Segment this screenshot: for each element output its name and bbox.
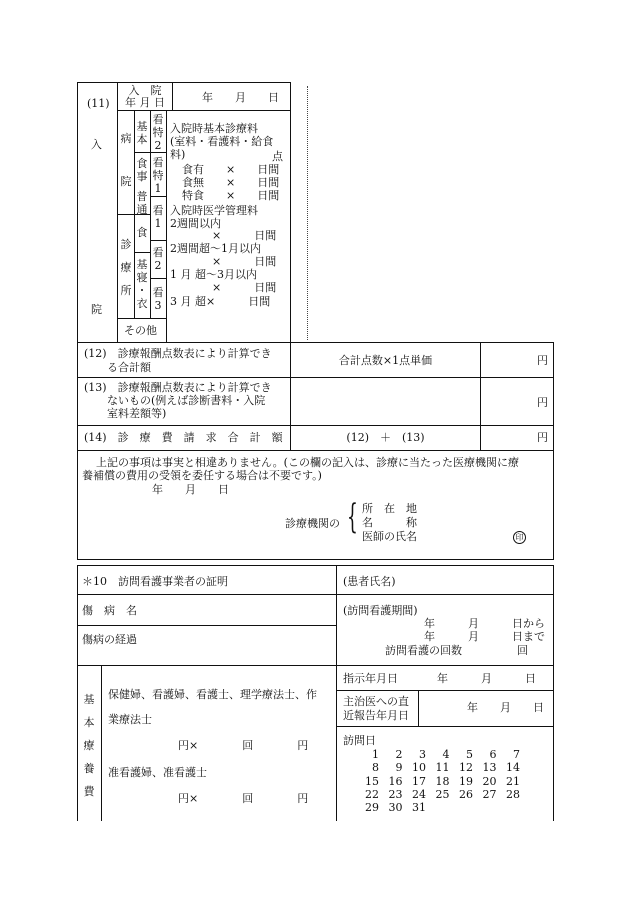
kishin-label: 基 寝 ・ 衣 bbox=[136, 258, 148, 310]
nurse-section-title: ＊10 訪問看護事業者の証明 bbox=[82, 575, 228, 588]
instruction-date-label: 指示年月日 bbox=[343, 672, 398, 685]
report-date-label: 主治医への直 bbox=[343, 695, 409, 708]
kihon-label: 基 本 bbox=[136, 120, 148, 146]
staff-type-1: 保健婦、看護婦、看護士、理学療法士、作 bbox=[108, 688, 317, 701]
report-date-label-2: 近報告年月日 bbox=[343, 709, 409, 722]
kan1-label: 看 1 bbox=[152, 204, 164, 230]
fee-line-points: 点 bbox=[272, 150, 283, 163]
row-12-yen: 円 bbox=[537, 354, 548, 367]
row-13-label-3: 室料差額等) bbox=[107, 407, 167, 420]
row-11-number: (11) bbox=[87, 97, 110, 110]
calendar-day: 7 bbox=[513, 748, 520, 761]
calendar-day: 17 bbox=[412, 774, 426, 788]
calendar-day: 13 bbox=[482, 761, 497, 775]
seal-icon: 印 bbox=[513, 531, 526, 544]
calendar-day: 3 bbox=[419, 748, 426, 761]
calendar-day: 21 bbox=[506, 774, 520, 788]
calendar-day: 22 bbox=[365, 787, 379, 801]
row-12-label: (12) 診療報酬点数表により計算でき bbox=[84, 347, 272, 360]
fee-line: × 日間 bbox=[212, 281, 277, 294]
doctor-name-label: 医師の氏名 bbox=[362, 530, 417, 543]
institution-label: 診療機関の bbox=[285, 517, 340, 530]
nyu-char: 入 bbox=[91, 138, 102, 151]
hospital-label: 病 院 bbox=[120, 132, 132, 188]
calendar-day: 26 bbox=[459, 787, 473, 801]
kantoku1-label: 看 特 1 bbox=[152, 156, 164, 195]
admission-date-label: 入 院 bbox=[128, 84, 162, 97]
staff-type-1-2: 業療法士 bbox=[108, 713, 152, 726]
calendar-day: 18 bbox=[435, 774, 450, 788]
calendar-day: 4 bbox=[442, 748, 450, 761]
staff-type-2-calc: 円× 回 円 bbox=[178, 792, 309, 805]
shoku-label: 食 bbox=[136, 226, 148, 239]
calendar-day: 10 bbox=[412, 761, 426, 775]
brace-icon: { bbox=[347, 497, 358, 537]
kantoku2-label: 看 特 2 bbox=[152, 113, 164, 152]
fee-line: × 日間 bbox=[212, 255, 277, 268]
injury-course-label: 傷病の経過 bbox=[82, 633, 137, 646]
fee-line: × 日間 bbox=[212, 229, 277, 242]
calendar-day: 14 bbox=[506, 761, 520, 775]
statement-text: 上記の事項は事実と相違ありません。(この欄の記入は、診療に当たった医療機関に療 bbox=[96, 456, 519, 469]
calendar-day: 6 bbox=[489, 748, 497, 761]
kan2-label: 看 2 bbox=[152, 246, 164, 272]
row-14-label: (14) 診 療 費 請 求 合 計 額 bbox=[84, 431, 283, 444]
visit-period-from: 年 月 日から bbox=[424, 617, 545, 630]
calendar-day: 31 bbox=[412, 801, 426, 815]
basic-care-fee-label: 基 本 療 養 費 bbox=[83, 693, 95, 798]
calendar-day: 28 bbox=[506, 787, 520, 801]
injury-name-label: 傷 病 名 bbox=[82, 604, 137, 617]
calendar-day: 19 bbox=[459, 774, 473, 788]
futsu-label: 普 通 bbox=[136, 190, 148, 216]
name-label: 名 称 bbox=[362, 516, 417, 529]
shokuji-label: 食 事 bbox=[136, 157, 148, 183]
clinic-label: 診 療 所 bbox=[120, 238, 132, 297]
visit-days-label: 訪問日 bbox=[343, 734, 376, 747]
fee-line: 食有 × 日間 bbox=[182, 163, 280, 176]
staff-type-1-calc: 円× 回 円 bbox=[178, 739, 309, 752]
admission-date-value: 年 月 日 bbox=[202, 91, 279, 104]
instruction-date-value: 年 月 日 bbox=[437, 672, 536, 685]
kan3-label: 看 3 bbox=[152, 286, 164, 312]
visit-period-to: 年 月 日まで bbox=[424, 630, 545, 643]
fee-line: 料) bbox=[170, 148, 186, 161]
calendar-day: 5 bbox=[466, 748, 473, 761]
fee-line: 1 月 超～3月以内 bbox=[170, 268, 257, 281]
fee-line: 入院時医学管理料 bbox=[170, 204, 258, 217]
calendar-day: 8 bbox=[372, 761, 379, 775]
visit-period-label: (訪問看護期間) bbox=[343, 604, 418, 617]
calendar-day: 11 bbox=[435, 761, 450, 775]
fee-line: 2週間超～1月以内 bbox=[170, 242, 261, 255]
fee-line: 2週間以内 bbox=[170, 217, 221, 230]
fee-line: 特食 × 日間 bbox=[182, 189, 280, 202]
fee-line: 入院時基本診療料 bbox=[170, 122, 258, 135]
row-13-label-2: ないもの(例えば診断書料・入院 bbox=[107, 394, 266, 407]
patient-name-label: (患者氏名) bbox=[343, 575, 396, 588]
calendar-day: 25 bbox=[435, 787, 450, 801]
calendar-day: 15 bbox=[365, 774, 379, 788]
calendar-day: 1 bbox=[372, 748, 379, 761]
row-12-formula: 合計点数×1点単価 bbox=[338, 354, 433, 367]
address-label: 所 在 地 bbox=[362, 502, 417, 515]
calendar-day: 12 bbox=[459, 761, 473, 775]
in-char: 院 bbox=[91, 303, 102, 316]
fee-line: 3 月 超× 日間 bbox=[170, 295, 271, 308]
report-date-value: 年 月 日 bbox=[467, 701, 544, 714]
row-12-label-2: る合計額 bbox=[107, 361, 151, 374]
calendar-day: 27 bbox=[482, 787, 497, 801]
calendar-day: 16 bbox=[388, 774, 403, 788]
row-14-yen: 円 bbox=[537, 431, 548, 444]
statement-text-2: 養補償の費用の受領を委任する場合は不要です。) bbox=[82, 469, 322, 482]
staff-type-2: 准看護婦、准看護士 bbox=[108, 766, 207, 779]
calendar-day: 23 bbox=[388, 787, 403, 801]
calendar-day: 29 bbox=[365, 801, 379, 815]
fee-line: (室料・看護料・給食 bbox=[170, 135, 274, 148]
calendar-day: 9 bbox=[395, 761, 403, 775]
fee-line: 食無 × 日間 bbox=[182, 176, 280, 189]
other-label: その他 bbox=[124, 324, 157, 337]
row-14-formula: (12) ＋ (13) bbox=[346, 431, 425, 444]
admission-date-label-2: 年 月 日 bbox=[125, 96, 165, 109]
row-13-label: (13) 診療報酬点数表により計算でき bbox=[84, 381, 272, 394]
calendar-day: 20 bbox=[482, 774, 497, 788]
row-13-yen: 円 bbox=[537, 396, 548, 409]
visit-count: 訪問看護の回数 回 bbox=[385, 644, 528, 657]
calendar-day: 30 bbox=[388, 801, 403, 815]
calendar-day: 24 bbox=[412, 787, 426, 801]
calendar-day: 2 bbox=[395, 748, 403, 761]
statement-date: 年 月 日 bbox=[152, 483, 229, 496]
